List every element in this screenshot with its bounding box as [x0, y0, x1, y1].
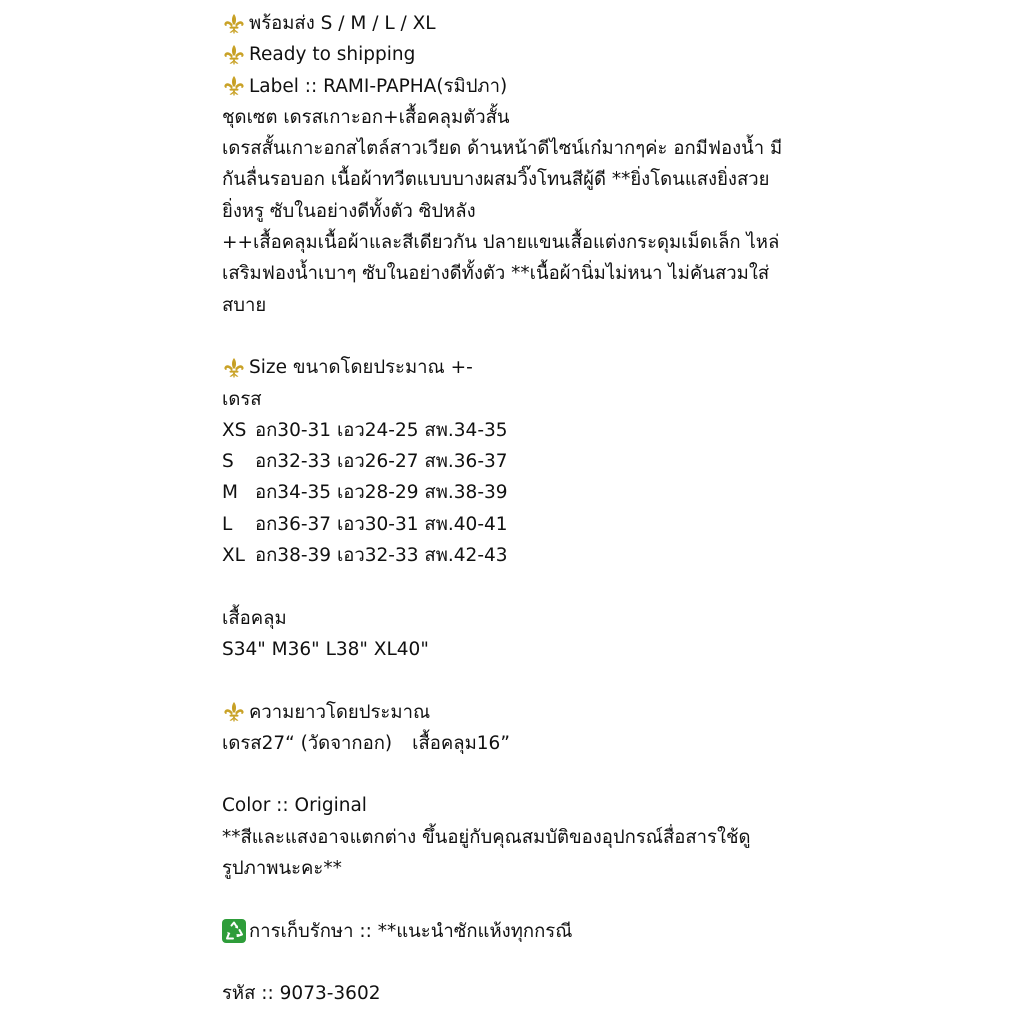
ready-shipping-text: Ready to shipping: [249, 44, 416, 66]
size-spec: อก34-35 เอว28-29 สพ.38-39: [255, 482, 508, 504]
size-row-l: [222, 509, 1012, 540]
size-code: M: [222, 482, 238, 504]
description-line: เสริมฟองน้ำเบาๆ ซับในอย่างดีทั้งตัว **เนื้อผ้านิ่มไม่หนา ไม่คันสวมใส่: [222, 263, 770, 285]
spacer: [222, 571, 1012, 602]
product-title: ชุดเซต เดรสเกาะอก+เสื้อคลุมตัวสั้น: [222, 106, 510, 128]
spacer: [222, 321, 1012, 352]
spacer: [222, 665, 1012, 696]
size-spec: อก32-33 เอว26-27 สพ.36-37: [255, 451, 508, 473]
product-description: [222, 8, 1012, 1010]
description-line: สบาย: [222, 294, 267, 316]
care-text: การเก็บรักษา :: **แนะนำซักแห้งทุกกรณี: [249, 920, 573, 942]
recycle-icon: [222, 919, 246, 943]
description-line: เดรสสั้นเกาะอกสไตล์สาวเวียด ด้านหน้าดีไซน์เก๋มากๆค่ะ อกมีฟองน้ำ มี: [222, 138, 783, 160]
fleur-de-lis-icon: [222, 12, 246, 36]
label-text: Label :: RAMI-PAPHA(รมิปภา): [249, 75, 508, 97]
length-heading-line: [222, 697, 1012, 728]
jacket-length: เสื้อคลุม16”: [412, 732, 510, 754]
ready-sizes-line: [222, 8, 1012, 39]
care-line: [222, 916, 1012, 947]
spacer: [222, 947, 1012, 978]
product-code: รหัส :: 9073-3602: [222, 983, 381, 1005]
size-heading-line: [222, 352, 1012, 383]
size-row-s: [222, 446, 1012, 477]
dress-length: เดรส27“ (วัดจากอก): [222, 732, 393, 754]
length-values: [222, 728, 1012, 759]
size-row-xl: [222, 540, 1012, 571]
color-label: Color :: Original: [222, 795, 367, 817]
size-code: XL: [222, 545, 245, 567]
description-line: กันลื่นรอบอก เนื้อผ้าทวีตแบบบางผสมวิ๊งโทนสีผู้ดี **ยิ่งโดนแสงยิ่งสวย: [222, 169, 770, 191]
size-code: L: [222, 513, 233, 535]
fleur-de-lis-icon: [222, 43, 246, 67]
size-spec: อก30-31 เอว24-25 สพ.34-35: [255, 419, 508, 441]
jacket-size-label: เสื้อคลุม: [222, 607, 287, 629]
size-spec: อก38-39 เอว32-33 สพ.42-43: [255, 545, 508, 567]
fleur-de-lis-icon: [222, 700, 246, 724]
size-code: XS: [222, 419, 247, 441]
size-code: S: [222, 451, 234, 473]
fleur-de-lis-icon: [222, 356, 246, 380]
length-heading-text: ความยาวโดยประมาณ: [249, 701, 431, 723]
size-heading-text: Size ขนาดโดยประมาณ +-: [249, 357, 473, 379]
description-line: ยิ่งหรู ซับในอย่างดีทั้งตัว ซิปหลัง: [222, 200, 476, 222]
spacer: [222, 884, 1012, 915]
dress-size-label: เดรส: [222, 388, 262, 410]
ready-sizes-text: พร้อมส่ง S / M / L / XL: [249, 13, 436, 34]
description-line: ++เสื้อคลุมเนื้อผ้าและสีเดียวกัน ปลายแขนเสื้อแต่งกระดุมเม็ดเล็ก ไหล่: [222, 232, 780, 254]
spacer: [222, 759, 1012, 790]
ready-shipping-line: [222, 39, 1012, 70]
size-spec: อก36-37 เอว30-31 สพ.40-41: [255, 513, 508, 535]
fleur-de-lis-icon: [222, 74, 246, 98]
label-line: [222, 71, 1012, 102]
color-note: รูปภาพนะคะ**: [222, 858, 342, 880]
size-row-m: [222, 477, 1012, 508]
color-note: **สีและแสงอาจแตกต่าง ขึ้นอยู่กับคุณสมบัติของอุปกรณ์สื่อสารใช้ดู: [222, 826, 751, 848]
size-row-xs: [222, 415, 1012, 446]
jacket-sizes: S34" M36" L38" XL40": [222, 638, 429, 660]
